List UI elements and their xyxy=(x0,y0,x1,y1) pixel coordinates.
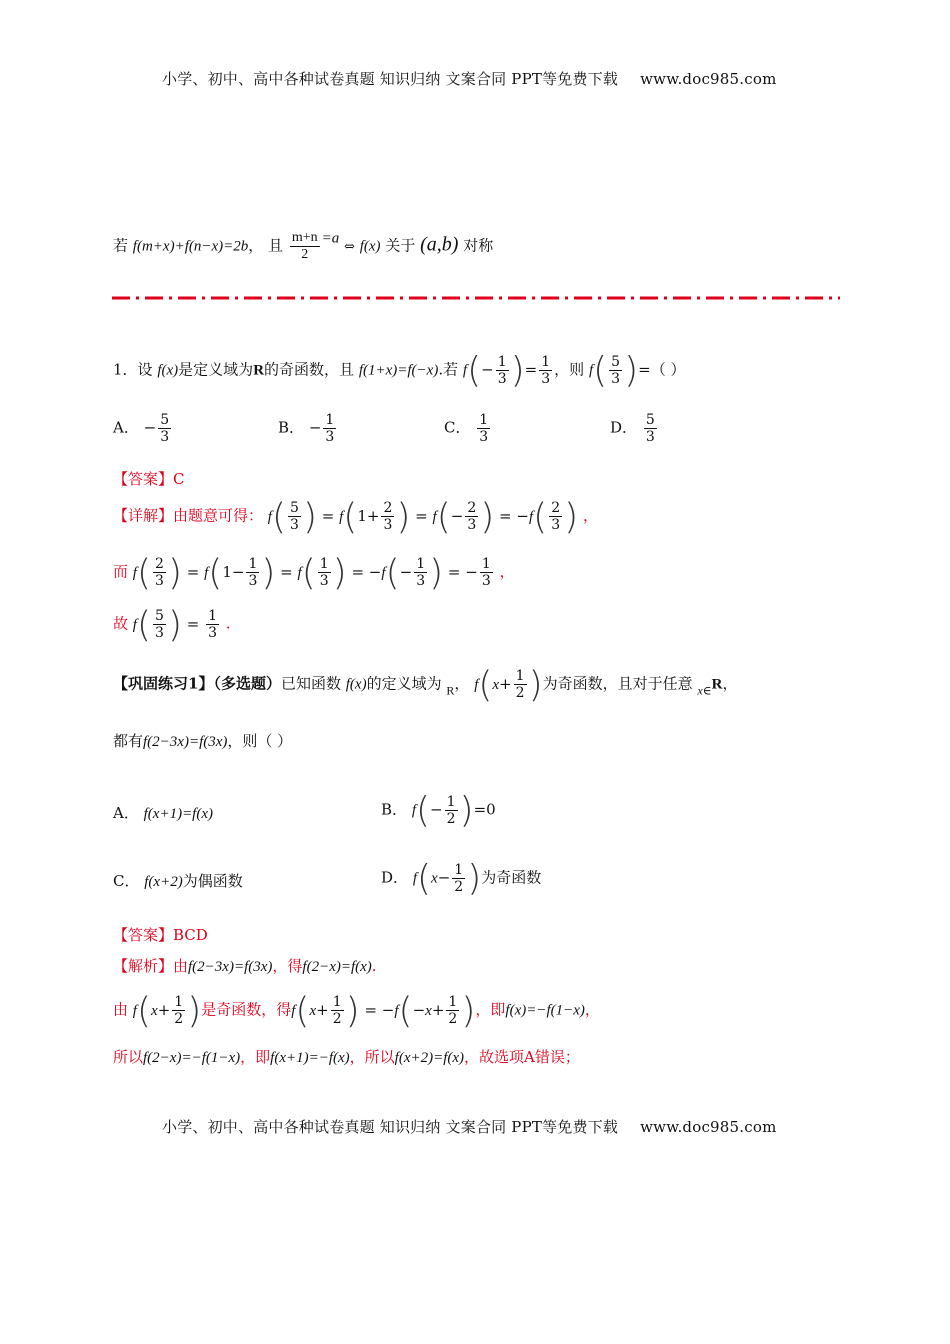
practice-analysis-line-2 xyxy=(113,990,600,1031)
analysis-tail-3: ，故选项A错误； xyxy=(464,1048,580,1066)
option-den: 3 xyxy=(325,429,335,445)
q1-answer: 【答案】C xyxy=(113,470,185,488)
analysis-mid-3a: ，即 xyxy=(240,1048,271,1066)
option-text: 为奇函数 xyxy=(481,868,542,887)
q1-option-d[interactable] xyxy=(610,412,659,445)
option-sign: − xyxy=(308,418,322,437)
q1-condition: f(1+x)=f(−x) xyxy=(358,362,439,379)
q1-text-1: 设 xyxy=(137,360,153,379)
analysis-math-2a: f(x+ $\frac{1}{2}$ ) xyxy=(132,990,202,1031)
rule-and: 且 xyxy=(268,236,284,255)
practice-title: 【巩固练习1】（多选题） xyxy=(113,674,281,693)
option-den: 3 xyxy=(645,429,655,445)
practice-analysis-line-1 xyxy=(113,955,377,976)
q1-text-4: .若 xyxy=(438,360,459,379)
q1-arg-fraction xyxy=(496,354,509,387)
symmetry-rule xyxy=(113,230,493,263)
detail-prefix-3: 故 xyxy=(113,614,129,633)
q1-option-c[interactable] xyxy=(444,412,492,445)
q1-rparen-2: ) xyxy=(624,350,639,391)
option-text: =0 xyxy=(473,800,496,819)
q1-lparen: ( xyxy=(467,350,482,391)
practice-option-c[interactable] xyxy=(113,870,243,891)
q1-target-fraction xyxy=(609,354,622,387)
detail-tail-2: ， xyxy=(499,562,515,581)
rule-comma: ， xyxy=(248,236,264,255)
q1-n2: 5 xyxy=(611,354,621,370)
practice-text-3: ， xyxy=(454,674,470,693)
option-math: f(x+2) xyxy=(144,874,183,890)
question-1 xyxy=(113,350,685,391)
practice-line2-eq: f(2−3x)=f(3x) xyxy=(143,734,228,750)
footer-text: 小学、初中、高中各种试卷真题 知识归纳 文案合同 PPT等免费下载 xyxy=(162,1118,619,1136)
detail-prefix-2: 而 xyxy=(113,562,129,581)
q1-vd: 3 xyxy=(541,371,551,387)
option-num: 5 xyxy=(160,412,170,428)
rule-fraction xyxy=(290,230,320,263)
practice-line-2 xyxy=(113,730,292,751)
q1-option-b[interactable] xyxy=(278,412,338,445)
rule-num: m+n xyxy=(291,230,318,245)
practice-line2-tail: ，则（ ） xyxy=(227,732,293,750)
rule-point: (a,b) xyxy=(420,233,459,256)
practice-fx: f(x) xyxy=(345,676,367,693)
analysis-eq-2: f(2−x)=f(x) xyxy=(302,959,372,975)
q1-blank: =（ ） xyxy=(638,360,686,379)
rule-prefix: 若 xyxy=(113,236,129,255)
option-label: B． xyxy=(381,800,408,819)
q1-value-fraction xyxy=(539,354,552,387)
rule-eq-a: =a xyxy=(321,230,340,247)
header-url[interactable]: www.doc985.com xyxy=(640,70,777,88)
analysis-eq-3: f(x)=−f(1−x) xyxy=(505,1002,585,1019)
q1-number: 1． xyxy=(113,360,138,379)
footer-url[interactable]: www.doc985.com xyxy=(640,1118,777,1136)
detail-math-1: f( $\frac{5}{3}$ ) = f(1+ $\frac{2}{3}$ ) = f(− $\frac{2}{3}$ ) = −f( $\frac{2}{3}$ ) xyxy=(267,496,579,537)
q1-fx: f(x) xyxy=(157,362,179,379)
option-label: D． xyxy=(610,418,638,437)
analysis-eq-5: f(x+1)=−f(x) xyxy=(270,1050,350,1066)
rule-den: 2 xyxy=(301,247,309,262)
practice-question xyxy=(113,664,738,705)
practice-shifted-f: f(x+ $\frac{1}{2}$ ) xyxy=(474,664,543,705)
q1-text-5: ，则 xyxy=(554,360,585,379)
practice-text-1: 已知函数 xyxy=(280,674,341,693)
analysis-eq-1: f(2−3x)=f(3x) xyxy=(188,959,273,975)
option-den: 3 xyxy=(160,429,170,445)
q1-d1: 3 xyxy=(497,371,507,387)
dash-dot-divider xyxy=(112,296,840,300)
practice-text-4: 为奇函数，且对于任意 xyxy=(542,674,693,693)
rule-fx: f(x) xyxy=(359,238,381,255)
analysis-mid-3b: ，所以 xyxy=(349,1048,395,1066)
q1-rparen: ) xyxy=(510,350,525,391)
practice-text-2: 的定义域为 xyxy=(366,674,442,693)
q1-detail-line-3 xyxy=(113,604,231,645)
option-label: D． xyxy=(381,868,409,887)
q1-vn: 1 xyxy=(541,354,551,370)
option-num: 5 xyxy=(645,412,655,428)
rule-suffix: 对称 xyxy=(463,236,494,255)
q1-f: f xyxy=(462,362,468,379)
practice-text-5: ， xyxy=(722,674,738,693)
analysis-eq-6: f(x+2)=f(x) xyxy=(394,1050,465,1066)
practice-analysis-line-3 xyxy=(113,1046,580,1067)
analysis-label: 【解析】由 xyxy=(113,957,189,975)
practice-R: R xyxy=(446,683,455,698)
option-label: C． xyxy=(113,872,140,890)
page-footer xyxy=(162,1116,777,1137)
q1-lparen-2: ( xyxy=(593,350,608,391)
analysis-eq-4: f(2−x)=−f(1−x) xyxy=(143,1050,241,1066)
practice-answer: 【答案】BCD xyxy=(113,926,208,944)
detail-tail-1: ， xyxy=(582,506,598,525)
detail-tail-3: . xyxy=(225,614,231,633)
page-header xyxy=(162,68,777,89)
option-label: A． xyxy=(113,418,139,437)
practice-option-d[interactable]: D． f(x− $\frac{1}{2}$ )为奇函数 xyxy=(381,858,542,899)
detail-math-3: f( $\frac{5}{3}$ ) = $\frac{1}{3}$ xyxy=(132,604,218,645)
option-num: 1 xyxy=(325,412,335,428)
analysis-prefix-3: 所以 xyxy=(113,1048,144,1066)
q1-detail-line-1 xyxy=(113,496,598,537)
q1-f-2: f xyxy=(588,362,594,379)
q1-d2: 3 xyxy=(611,371,621,387)
q1-text-3: 的奇函数，且 xyxy=(264,360,355,379)
analysis-math-2b: f(x+ $\frac{1}{2}$ ) = −f(−x+ $\frac{1}{2}$ ) xyxy=(291,990,476,1031)
analysis-mid-1: ，得 xyxy=(272,957,303,975)
option-label: C． xyxy=(444,418,471,437)
detail-label: 【详解】由题意可得： xyxy=(113,506,264,525)
analysis-mid-2b: ，即 xyxy=(475,1000,506,1019)
analysis-prefix-2: 由 xyxy=(113,1000,129,1019)
q1-eq-sign: = xyxy=(524,360,538,379)
practice-option-a[interactable] xyxy=(113,802,213,823)
equivalence-icon: ⇔ xyxy=(344,239,355,255)
header-text: 小学、初中、高中各种试卷真题 知识归纳 文案合同 PPT等免费下载 xyxy=(162,70,619,88)
option-num: 1 xyxy=(479,412,489,428)
option-text: 为偶函数 xyxy=(182,872,243,890)
option-fraction xyxy=(323,412,336,445)
option-label: A． xyxy=(113,804,139,822)
option-text: f(x+1)=f(x) xyxy=(143,806,213,822)
option-fraction xyxy=(158,412,171,445)
q1-option-a[interactable] xyxy=(113,412,173,445)
q1-neg: − xyxy=(481,360,494,379)
analysis-tail-2: ， xyxy=(584,1000,600,1019)
option-den: 3 xyxy=(479,429,489,445)
option-label: B． xyxy=(278,418,305,437)
q1-R: R xyxy=(253,362,265,379)
rule-equation: f(m+x)+f(n−x)=2b xyxy=(132,238,249,255)
analysis-tail-1: . xyxy=(371,957,377,975)
option-fraction xyxy=(477,412,490,445)
practice-R-bold: R xyxy=(711,676,723,693)
q1-detail-line-2 xyxy=(113,552,515,593)
practice-option-b[interactable]: B． f(− $\frac{1}{2}$ )=0 xyxy=(381,790,496,831)
analysis-mid-2: 是奇函数，得 xyxy=(201,1000,292,1019)
option-fraction xyxy=(644,412,657,445)
rule-about: 关于 xyxy=(385,236,416,255)
practice-line2-prefix: 都有 xyxy=(113,732,144,750)
q1-n1: 1 xyxy=(497,354,507,370)
practice-x-in: x∈ xyxy=(697,683,712,698)
detail-math-2: f( $\frac{2}{3}$ ) = f(1− $\frac{1}{3}$ ) = f( $\frac{1}{3}$ ) = −f(− $\frac{1}{3}$ ) = − $\frac{1}{3}$ xyxy=(132,552,491,593)
q1-text-2: 是定义域为 xyxy=(178,360,254,379)
option-sign: − xyxy=(143,418,157,437)
